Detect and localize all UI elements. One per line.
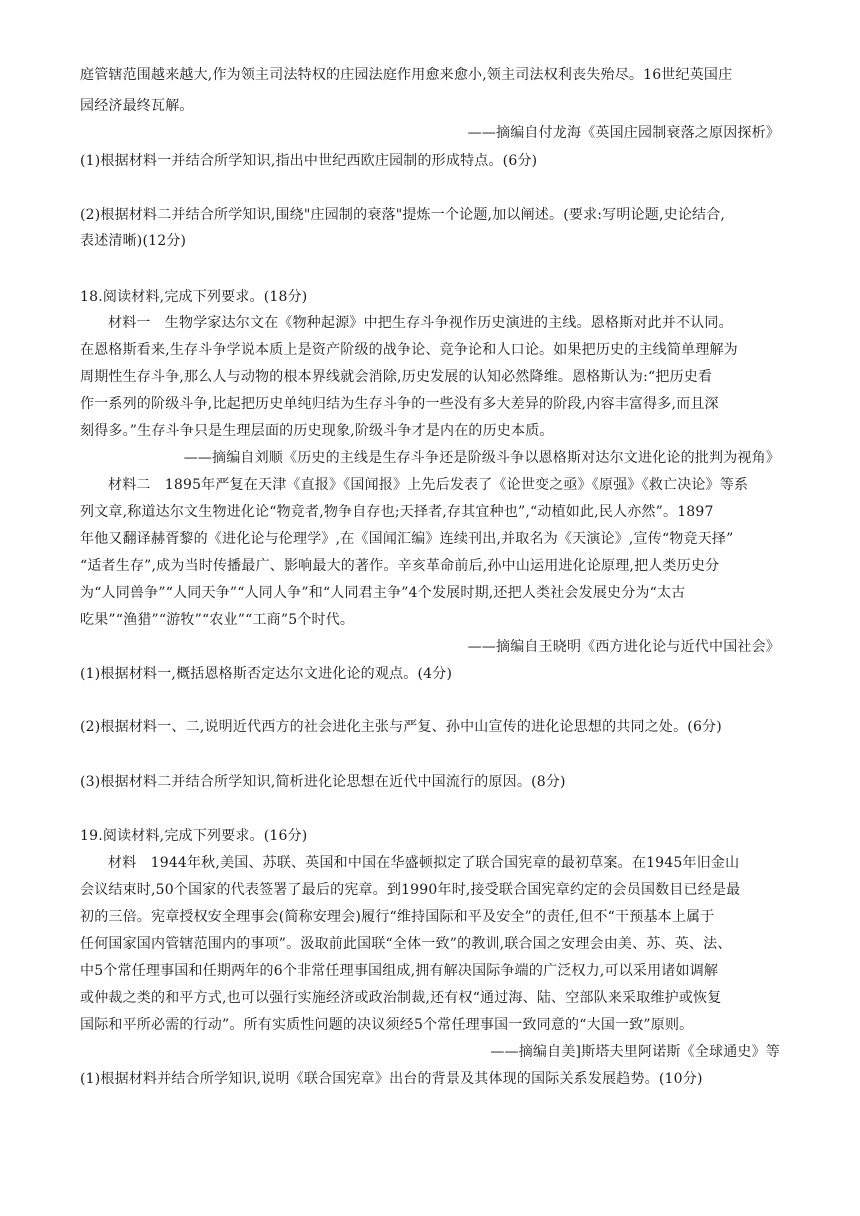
text-line: 初的三倍。宪章授权安全理事会(简称安理会)履行“维持国际和平及安全”的责任,但不“干预基本上属于 [80, 909, 715, 925]
text-line: 刻得多。”生存斗争只是生理层面的历史现象,阶级斗争才是内在的历史本质。 [80, 423, 554, 439]
text-line: 材料一 生物学家达尔文在《物种起源》中把生存斗争视作历史演进的主线。恩格斯对此并不认同。 [108, 315, 733, 331]
text-line: 吃果”“渔猎”“游牧”“农业”“工商”5个时代。 [80, 612, 355, 628]
text-line: 中5个常任理事国和任期两年的6个非常任理事国组成,拥有解决国际争端的广泛权力,可以采用诸如调解 [80, 963, 719, 979]
question-item: (2)根据材料二并结合所学知识,围绕"庄园制的衰落"提炼一个论题,加以阐述。(要求:写明论题,史论结合, [80, 207, 726, 223]
text-line: 或仲裁之类的和平方式,也可以强行实施经济或政治制裁,还有权“通过海、陆、空部队来采取维护或恢复 [80, 990, 722, 1006]
text-line: 国际和平所必需的行动”。所有实质性问题的决议须经5个常任理事国一致同意的“大国一致”原则。 [80, 1017, 694, 1033]
question-item: (1)根据材料并结合所学知识,说明《联合国宪章》出台的背景及其体现的国际关系发展趋势。(10分) [80, 1071, 703, 1087]
text-line: 年他又翻译赫胥黎的《进化论与伦理学》,在《国闻汇编》连续刊出,并取名为《天演论》,宣传“物竞天择” [80, 531, 734, 547]
text-line: 园经济最终瓦解。 [80, 98, 194, 114]
source-citation: ——摘编自刘顺《历史的主线是生存斗争还是阶级斗争以恩格斯对达尔文进化论的批判为视角》 [183, 450, 780, 466]
question-item: (2)根据材料一、二,说明近代西方的社会进化主张与严复、孙中山宣传的进化论思想的共同之处。(6分) [80, 719, 722, 735]
text-line: 表述清晰)(12分) [80, 233, 187, 249]
question-heading: 19.阅读材料,完成下列要求。(16分) [80, 828, 308, 844]
source-citation: ——摘编自王晓明《西方进化论与近代中国社会》 [467, 639, 780, 655]
text-line: 材料 1944年秋,美国、苏联、英国和中国在华盛顿拟定了联合国宪章的最初草案。在1945年旧金山 [108, 855, 740, 871]
text-line: 列文章,称道达尔文生物进化论“物竞者,物争自存也;天择者,存其宜种也”,“动植如此,民人亦然”。1897 [80, 504, 714, 520]
text-line: 为“人同兽争”“人同天争”“人同人争”和“人同君主争”4个发展时期,还把人类社会发展史分为“太古 [80, 585, 686, 601]
source-citation: ——摘编自付龙海《英国庄园制衰落之原因探析》 [467, 125, 780, 141]
text-line: 会议结束时,50个国家的代表签署了最后的宪章。到1990年时,接受联合国宪章约定的会员国数目已经是最 [80, 882, 741, 898]
text-line: 庭管辖范围越来越大,作为领主司法特权的庄园法庭作用愈来愈小,领主司法权利丧失殆尽。16世纪英国庄 [80, 67, 733, 83]
question-item: (1)根据材料一并结合所学知识,指出中世纪西欧庄园制的形成特点。(6分) [80, 153, 538, 169]
question-heading: 18.阅读材料,完成下列要求。(18分) [80, 289, 308, 305]
text-line: 在恩格斯看来,生存斗争学说本质上是资产阶级的战争论、竞争论和人口论。如果把历史的主线简单理解为 [80, 342, 738, 358]
question-item: (1)根据材料一,概括恩格斯否定达尔文进化论的观点。(4分) [80, 666, 453, 682]
text-line: 材料二 1895年严复在天津《直报》《国闻报》上先后发表了《论世变之亟》《原强》《救亡决论》等系 [108, 477, 749, 493]
text-line: “适者生存”,成为当时传播最广、影响最大的著作。辛亥革命前后,孙中山运用进化论原理,把人类历史分 [80, 558, 720, 574]
text-line: 周期性生存斗争,那么人与动物的根本界线就会消除,历史发展的认知必然降维。恩格斯认为:“把历史看 [80, 369, 713, 385]
text-line: 任何国家国内管辖范围内的事项”。汲取前此国联“全体一致”的教训,联合国之安理会由美、苏、英、法、 [80, 936, 732, 952]
question-item: (3)根据材料二并结合所学知识,简析进化论思想在近代中国流行的原因。(8分) [80, 774, 566, 790]
text-line: 作一系列的阶级斗争,比起把历史单纯归结为生存斗争的一些没有多大差异的阶段,内容丰富得多,而且深 [80, 396, 719, 412]
source-citation: ——摘编自美]斯塔夫里阿诺斯《全球通史》等 [490, 1044, 780, 1060]
